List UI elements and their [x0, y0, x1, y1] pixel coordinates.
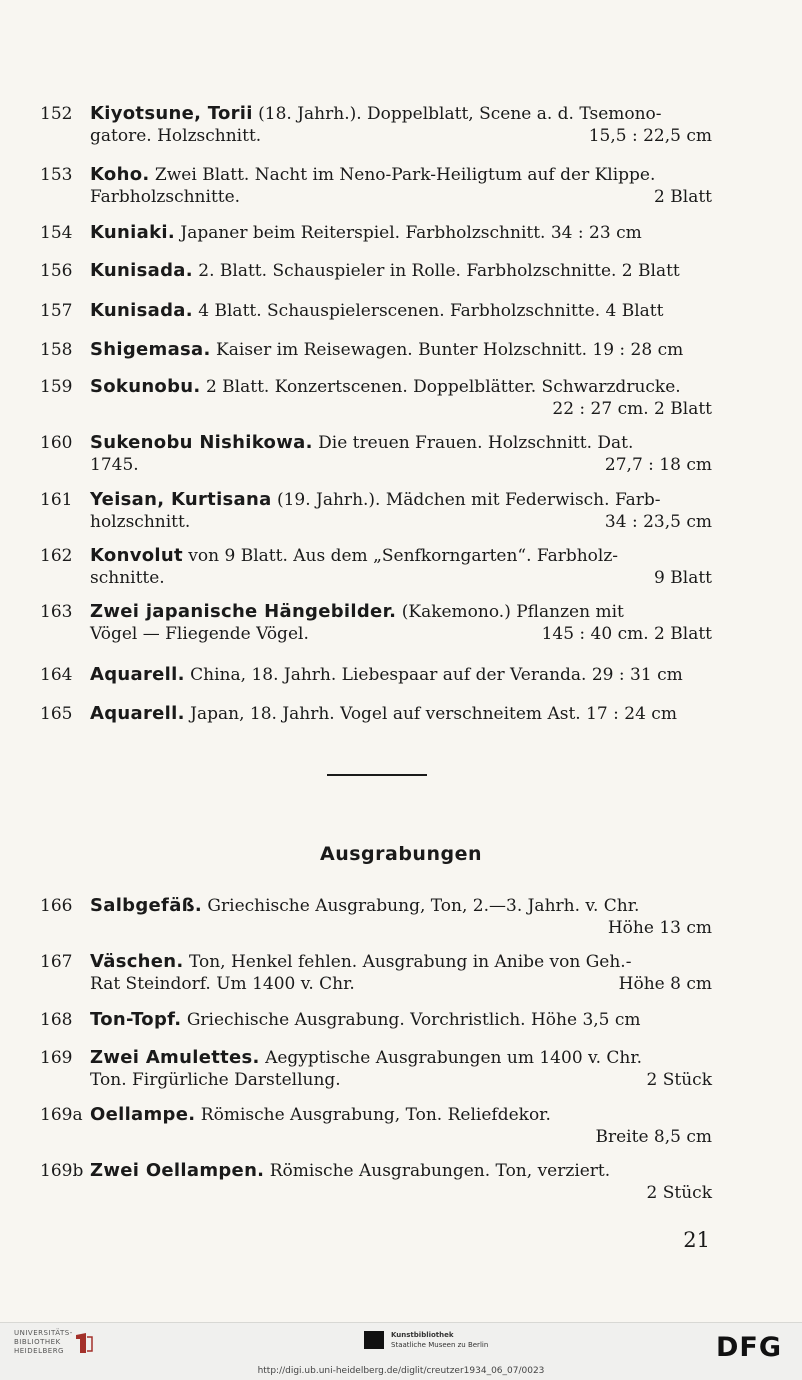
- catalog-entry-169: [40, 1047, 712, 1091]
- kunstbibliothek-logo-icon[interactable]: [364, 1331, 384, 1349]
- entry-title: Konvolut: [90, 545, 183, 566]
- entry-measure: 27,7 : 18 cm: [604, 455, 712, 475]
- entry-continuation: Vögel — Fliegende Vögel.: [90, 624, 309, 644]
- entry-text: Kaiser im Reisewagen. Bunter Holzschnitt. 19 : 28 cm: [210, 340, 684, 360]
- entry-title: Oellampe.: [90, 1104, 196, 1125]
- entry-number: 167: [40, 952, 73, 972]
- entry-number: 159: [40, 377, 73, 397]
- entry-continuation: gatore. Holzschnitt.: [90, 126, 262, 146]
- page-number: 21: [683, 1228, 710, 1252]
- entry-number: 169a: [40, 1105, 83, 1125]
- entry-number: 160: [40, 433, 73, 453]
- entry-number: 157: [40, 301, 73, 321]
- entry-continuation: Ton. Firgürliche Darstellung.: [90, 1070, 341, 1090]
- catalog-entry-163: [40, 601, 712, 645]
- catalog-entry-157: [40, 300, 712, 322]
- kb-subtitle: Staatliche Museen zu Berlin: [391, 1341, 489, 1349]
- entry-text: 2. Blatt. Schauspieler in Rolle. Farbholzschnitte. 2 Blatt: [192, 261, 680, 281]
- catalog-entry-165: [40, 703, 712, 725]
- entry-title: Shigemasa.: [90, 339, 211, 360]
- entry-title: Zwei Oellampen.: [90, 1160, 265, 1181]
- catalog-entry-168: [40, 1009, 712, 1031]
- entry-number: 153: [40, 165, 73, 185]
- entry-title: Salbgefäß.: [90, 895, 203, 916]
- entry-text: Zwei Blatt. Nacht im Neno-Park-Heiligtum auf der Klippe.: [149, 165, 656, 185]
- entry-title: Zwei Amulettes.: [90, 1047, 260, 1068]
- entry-text: Die treuen Frauen. Holzschnitt. Dat.: [312, 433, 634, 453]
- entry-measure: 145 : 40 cm. 2 Blatt: [541, 624, 712, 644]
- dfg-logo[interactable]: DFG: [716, 1332, 783, 1363]
- entry-title: Yeisan, Kurtisana: [90, 489, 272, 510]
- kb-name: Kunstbibliothek: [391, 1331, 454, 1339]
- entry-title: Kiyotsune, Torii: [90, 103, 253, 124]
- entry-text: (18. Jahrh.). Doppelblatt, Scene a. d. Tsemono-: [252, 104, 662, 124]
- entry-title: Sukenobu Nishikowa.: [90, 432, 313, 453]
- catalog-entry-154: [40, 222, 712, 244]
- entry-measure: 15,5 : 22,5 cm: [588, 126, 712, 146]
- entry-measure: 22 : 27 cm. 2 Blatt: [552, 399, 712, 419]
- entry-text: Japan, 18. Jahrh. Vogel auf verschneitem Ast. 17 : 24 cm: [184, 704, 677, 724]
- catalog-entry-167: [40, 951, 712, 995]
- entry-text: Römische Ausgrabungen. Ton, verziert.: [264, 1161, 611, 1181]
- entry-measure: 34 : 23,5 cm: [604, 512, 712, 532]
- catalog-entry-160: [40, 432, 712, 476]
- entry-text: Griechische Ausgrabung. Vorchristlich. Höhe 3,5 cm: [181, 1010, 641, 1030]
- entry-number: 152: [40, 104, 73, 124]
- entry-number: 166: [40, 896, 73, 916]
- entry-text: 4 Blatt. Schauspielerscenen. Farbholzschnitte. 4 Blatt: [192, 301, 664, 321]
- entry-title: Zwei japanische Hängebilder.: [90, 601, 397, 622]
- entry-continuation: 1745.: [90, 455, 139, 475]
- entry-text: Japaner beim Reiterspiel. Farbholzschnitt. 34 : 23 cm: [174, 223, 642, 243]
- entry-text: China, 18. Jahrh. Liebespaar auf der Veranda. 29 : 31 cm: [184, 665, 683, 685]
- viewer-footer: [0, 1322, 802, 1380]
- entry-text: (Kakemono.) Pflanzen mit: [396, 602, 624, 622]
- permalink-url[interactable]: http://digi.ub.uni-heidelberg.de/diglit/creutzer1934_06_07/0023: [257, 1366, 545, 1376]
- entry-number: 158: [40, 340, 73, 360]
- entry-measure: 2 Stück: [646, 1070, 712, 1090]
- entry-text: Ton, Henkel fehlen. Ausgrabung in Anibe von Geh.-: [183, 952, 632, 972]
- catalog-entry-161: [40, 489, 712, 533]
- entry-text: Griechische Ausgrabung, Ton, 2.—3. Jahrh. v. Chr.: [202, 896, 640, 916]
- catalog-entry-166: [40, 895, 712, 939]
- entry-continuation: holzschnitt.: [90, 512, 191, 532]
- entry-title: Koho.: [90, 164, 150, 185]
- catalog-entry-153: [40, 164, 712, 208]
- entry-continuation: schnitte.: [90, 568, 165, 588]
- entry-number: 161: [40, 490, 73, 510]
- entry-title: Väschen.: [90, 951, 184, 972]
- entry-title: Ton-Topf.: [90, 1009, 182, 1030]
- catalog-entry-164: [40, 664, 712, 686]
- entry-text: (19. Jahrh.). Mädchen mit Federwisch. Farb-: [271, 490, 661, 510]
- entry-title: Kunisada.: [90, 300, 193, 321]
- entry-number: 165: [40, 704, 73, 724]
- section-divider: [327, 774, 427, 776]
- catalog-entry-152: [40, 103, 712, 147]
- entry-continuation: Rat Steindorf. Um 1400 v. Chr.: [90, 974, 355, 994]
- entry-measure: 9 Blatt: [654, 568, 712, 588]
- entry-measure: 2 Stück: [646, 1183, 712, 1203]
- entry-text: Aegyptische Ausgrabungen um 1400 v. Chr.: [259, 1048, 643, 1068]
- entry-title: Kunisada.: [90, 260, 193, 281]
- entry-title: Aquarell.: [90, 664, 185, 685]
- university-library-logo[interactable]: [14, 1329, 73, 1356]
- entry-measure: Höhe 13 cm: [607, 918, 712, 938]
- logo-line: UNIVERSITÄTS-: [14, 1329, 73, 1337]
- entry-title: Kuniaki.: [90, 222, 175, 243]
- entry-text: von 9 Blatt. Aus dem „Senfkorngarten“. Farbholz-: [182, 546, 619, 566]
- entry-number: 162: [40, 546, 73, 566]
- entry-number: 163: [40, 602, 73, 622]
- entry-text: Römische Ausgrabung, Ton. Reliefdekor.: [195, 1105, 551, 1125]
- catalog-entry-162: [40, 545, 712, 589]
- kunstbibliothek-label: [391, 1330, 488, 1350]
- entry-measure: 2 Blatt: [654, 187, 712, 207]
- section-heading: Ausgrabungen: [320, 843, 482, 865]
- entry-number: 169: [40, 1048, 73, 1068]
- catalog-entry-156: [40, 260, 712, 282]
- entry-title: Aquarell.: [90, 703, 185, 724]
- catalog-entry-169a: [40, 1104, 712, 1148]
- catalog-entry-169b: [40, 1160, 712, 1204]
- entry-text: 2 Blatt. Konzertscenen. Doppelblätter. Schwarzdrucke.: [200, 377, 681, 397]
- catalog-entry-159: [40, 376, 712, 420]
- entry-number: 168: [40, 1010, 73, 1030]
- entry-number: 156: [40, 261, 73, 281]
- logo-line: BIBLIOTHEK: [14, 1338, 61, 1346]
- entry-measure: Breite 8,5 cm: [595, 1127, 712, 1147]
- catalog-entry-158: [40, 339, 712, 361]
- entry-number: 164: [40, 665, 73, 685]
- university-emblem-icon: [74, 1331, 94, 1355]
- entry-measure: Höhe 8 cm: [618, 974, 712, 994]
- entry-number: 154: [40, 223, 73, 243]
- entry-number: 169b: [40, 1161, 84, 1181]
- logo-line: HEIDELBERG: [14, 1347, 64, 1355]
- entry-continuation: Farbholzschnitte.: [90, 187, 241, 207]
- entry-title: Sokunobu.: [90, 376, 201, 397]
